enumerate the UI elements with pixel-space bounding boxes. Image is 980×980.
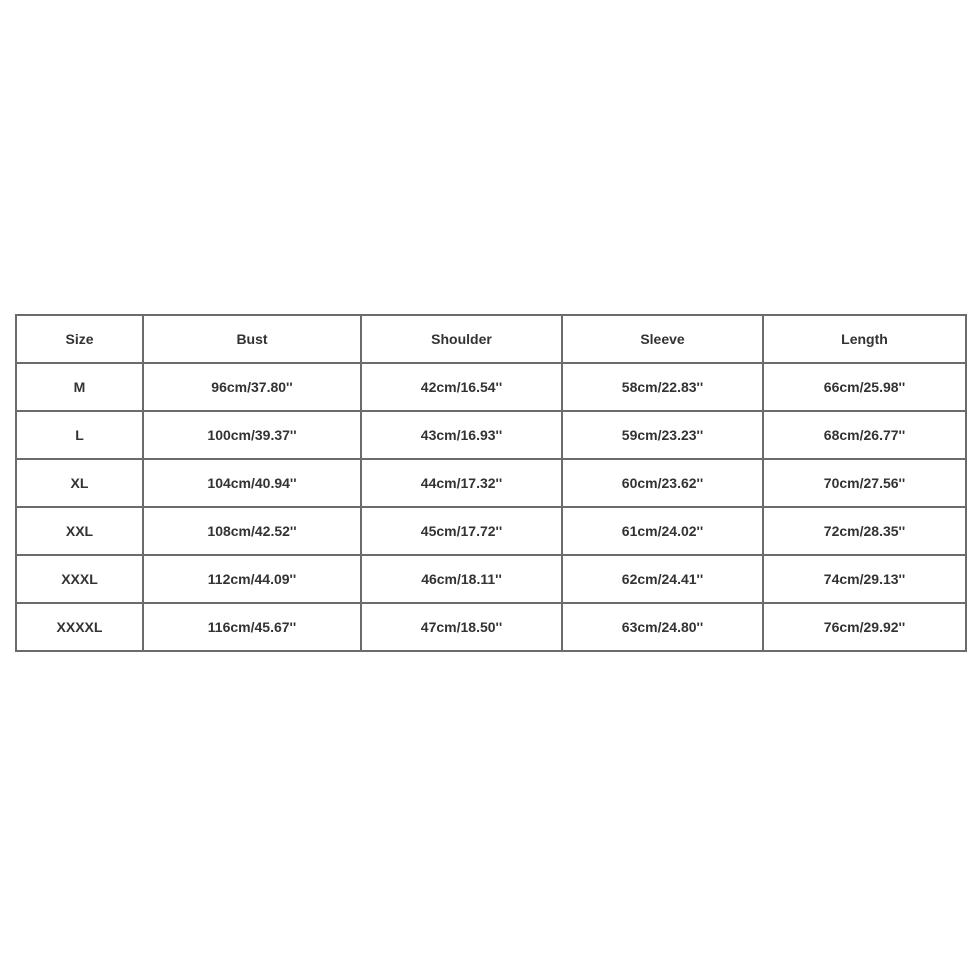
cell-length: 68cm/26.77'' — [763, 411, 966, 459]
cell-sleeve: 59cm/23.23'' — [562, 411, 763, 459]
table-row — [16, 363, 966, 411]
cell-size: XXXL — [16, 555, 143, 603]
cell-shoulder: 43cm/16.93'' — [361, 411, 562, 459]
cell-bust: 104cm/40.94'' — [143, 459, 361, 507]
cell-bust: 100cm/39.37'' — [143, 411, 361, 459]
table-row — [16, 555, 966, 603]
cell-bust: 112cm/44.09'' — [143, 555, 361, 603]
cell-size: M — [16, 363, 143, 411]
cell-size: L — [16, 411, 143, 459]
table-row — [16, 411, 966, 459]
cell-sleeve: 62cm/24.41'' — [562, 555, 763, 603]
cell-bust: 116cm/45.67'' — [143, 603, 361, 651]
cell-size: XL — [16, 459, 143, 507]
table-row — [16, 603, 966, 651]
header-size: Size — [16, 315, 143, 363]
cell-length: 72cm/28.35'' — [763, 507, 966, 555]
size-chart-table — [15, 314, 967, 652]
cell-shoulder: 46cm/18.11'' — [361, 555, 562, 603]
cell-length: 66cm/25.98'' — [763, 363, 966, 411]
table-header-row — [16, 315, 966, 363]
cell-size: XXL — [16, 507, 143, 555]
cell-sleeve: 63cm/24.80'' — [562, 603, 763, 651]
cell-sleeve: 58cm/22.83'' — [562, 363, 763, 411]
table-row — [16, 459, 966, 507]
table-row — [16, 507, 966, 555]
cell-shoulder: 47cm/18.50'' — [361, 603, 562, 651]
cell-sleeve: 60cm/23.62'' — [562, 459, 763, 507]
cell-bust: 108cm/42.52'' — [143, 507, 361, 555]
cell-size: XXXXL — [16, 603, 143, 651]
cell-shoulder: 44cm/17.32'' — [361, 459, 562, 507]
header-length: Length — [763, 315, 966, 363]
cell-sleeve: 61cm/24.02'' — [562, 507, 763, 555]
cell-bust: 96cm/37.80'' — [143, 363, 361, 411]
cell-shoulder: 42cm/16.54'' — [361, 363, 562, 411]
cell-shoulder: 45cm/17.72'' — [361, 507, 562, 555]
cell-length: 76cm/29.92'' — [763, 603, 966, 651]
header-shoulder: Shoulder — [361, 315, 562, 363]
cell-length: 70cm/27.56'' — [763, 459, 966, 507]
header-sleeve: Sleeve — [562, 315, 763, 363]
header-bust: Bust — [143, 315, 361, 363]
cell-length: 74cm/29.13'' — [763, 555, 966, 603]
